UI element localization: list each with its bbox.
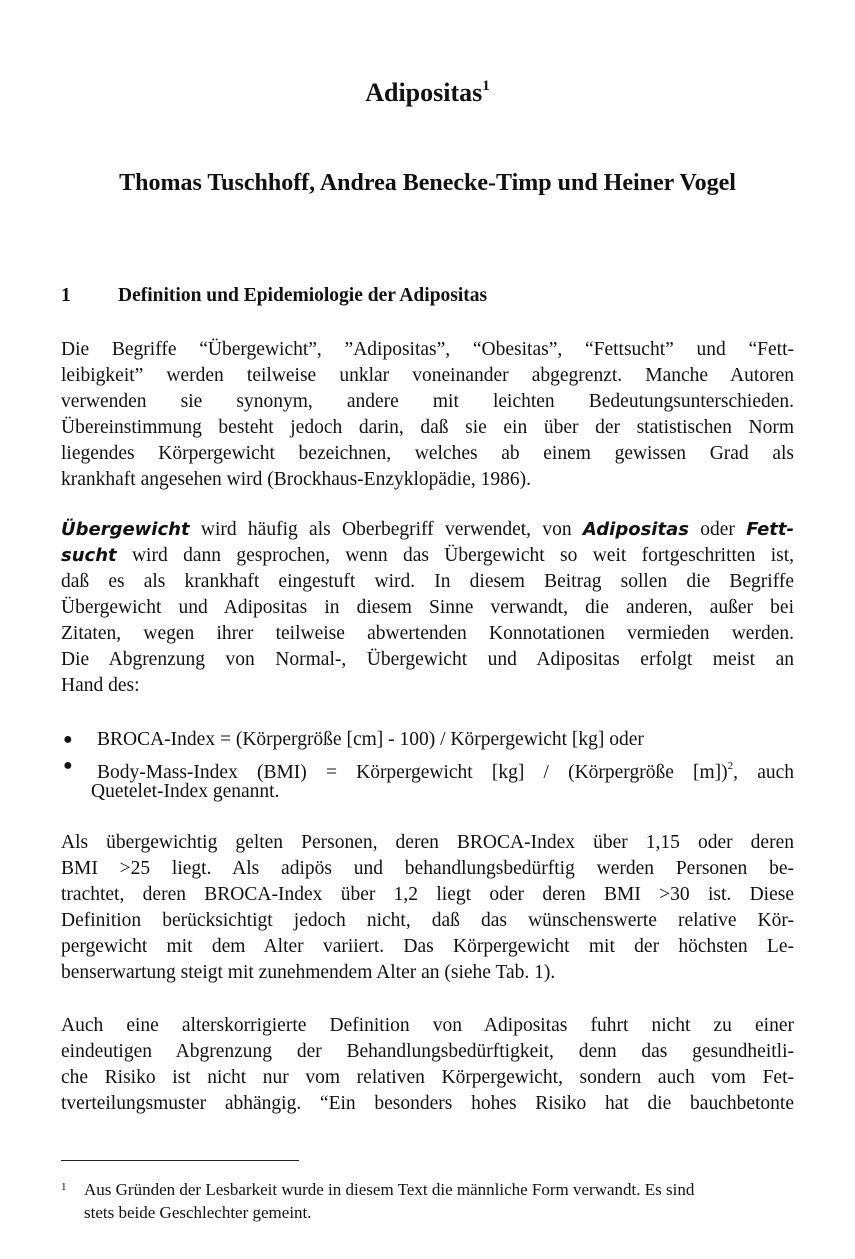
text-line: Übergewicht und Adipositas in diesem Sinne verwandt, die anderen, außer bei (61, 597, 794, 618)
term-adipositas: Adipositas (582, 519, 689, 540)
text-line: leibigkeit” werden teilweise unklar voneinander abgegrenzt. Manche Autoren (61, 365, 794, 386)
superscript: 2 (727, 760, 734, 772)
bullet-list (61, 727, 794, 805)
paragraph-4 (61, 1013, 794, 1117)
section-heading (61, 285, 487, 307)
term-fettsucht: Fett- (746, 519, 794, 540)
bullet-icon: ● (63, 757, 73, 774)
text-line: Die Abgrenzung von Normal-, Übergewicht und Adipositas erfolgt meist an (61, 649, 794, 670)
text-line: Zitaten, wegen ihrer teilweise abwertenden Konnotationen vermieden werden. (61, 623, 794, 644)
text-segment: Body-Mass-Index (BMI) = Körpergewicht [kg] / (Körpergröße [m]) (97, 762, 728, 783)
text-line: trachtet, deren BROCA-Index über 1,2 liegt oder deren BMI >30 ist. Diese (61, 884, 794, 905)
text-segment: wird dann gesprochen, wenn das Übergewicht so weit fortgeschritten ist, (116, 545, 794, 566)
text-line (61, 543, 794, 569)
text-line: Definition berücksichtigt jedoch nicht, daß das wünschenswerte relative Kör- (61, 910, 794, 931)
footnote-divider (61, 1160, 299, 1161)
text-line: benserwartung steigt mit zunehmendem Alter an (siehe Tab. 1). (61, 962, 556, 983)
title-footnote-mark: 1 (482, 78, 490, 94)
term-uebergewicht: Übergewicht (61, 519, 190, 540)
paragraph-3 (61, 830, 794, 986)
paragraph-1 (61, 337, 794, 493)
list-item (61, 727, 794, 753)
text-line: Auch eine alterskorrigierte Definition von Adipositas fuhrt nicht zu einer (61, 1015, 794, 1036)
bullet-icon: ● (63, 731, 73, 748)
text-line: BMI >25 liegt. Als adipös und behandlungsbedürftig werden Personen be- (61, 858, 794, 879)
paragraph-2 (61, 517, 794, 699)
text-line: Übereinstimmung besteht jedoch darin, daß sie ein über der statistischen Norm (61, 417, 794, 438)
authors: Thomas Tuschhoff, Andrea Benecke-Timp und Heiner Vogel (119, 170, 736, 196)
text-segment: , auch (733, 762, 794, 783)
text-line: che Risiko ist nicht nur vom relativen Körpergewicht, sondern auch vom Fet- (61, 1067, 794, 1088)
section-number: 1 (61, 285, 71, 306)
list-item (61, 753, 794, 783)
text-line: Hand des: (61, 675, 140, 696)
text-line: tverteilungsmuster abhängig. “Ein besonders hohes Risiko hat die bauchbetonte (61, 1093, 794, 1114)
list-item-text: BROCA-Index = (Körpergröße [cm] - 100) / Körpergewicht [kg] oder (97, 729, 644, 750)
text-line: pergewicht mit dem Alter variiert. Das Körpergewicht mit der höchsten Le- (61, 936, 794, 957)
text-line: Die Begriffe “Übergewicht”, ”Adipositas”, “Obesitas”, “Fettsucht” und “Fett- (61, 339, 794, 360)
footnote-line: stets beide Geschlechter gemeint. (84, 1203, 312, 1222)
text-line: eindeutigen Abgrenzung der Behandlungsbedürftigkeit, denn das gesundheitli- (61, 1041, 794, 1062)
term-fettsucht-cont: sucht (61, 545, 117, 566)
page-title (0, 78, 855, 108)
text-line: verwenden sie synonym, andere mit leichten Bedeutungsunterschieden. (61, 391, 794, 412)
section-title: Definition und Epidemiologie der Adipositas (118, 285, 488, 306)
list-item-continuation (61, 779, 794, 805)
title-text: Adipositas (365, 78, 483, 107)
text-line: liegendes Körpergewicht bezeichnen, welches ab einem gewissen Grad als (61, 443, 794, 464)
text-line: Als übergewichtig gelten Personen, deren BROCA-Index über 1,15 oder deren (61, 832, 794, 853)
text-line: daß es als krankhaft eingestuft wird. In diesem Beitrag sollen die Begriffe (61, 571, 794, 592)
footnote-mark: 1 (61, 1181, 67, 1193)
list-item-text: Quetelet-Index genannt. (91, 781, 280, 802)
text-line: krankhaft angesehen wird (Brockhaus-Enzyklopädie, 1986). (61, 469, 532, 490)
footnote-line: Aus Gründen der Lesbarkeit wurde in diesem Text die männliche Form verwandt. Es sind (84, 1180, 695, 1199)
text-line (61, 517, 794, 543)
text-segment: oder (688, 519, 747, 540)
text-segment: wird häufig als Oberbegriff verwendet, von (189, 519, 583, 540)
footnote (61, 1178, 794, 1224)
